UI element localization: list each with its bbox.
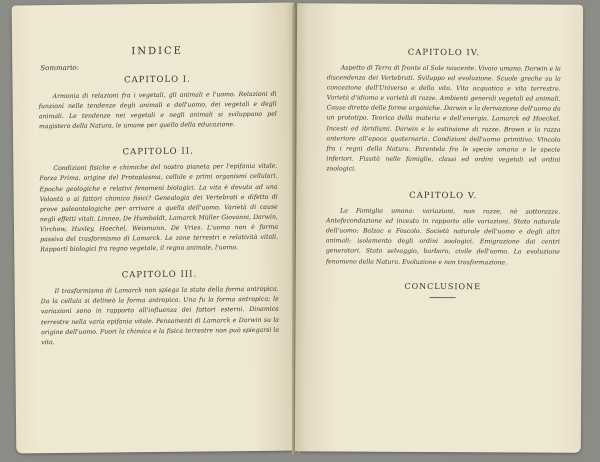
chapter-3-summary: Il trasformismo di Lamarck non spiega la stato della forma antropica. Da la cellula si delineò la forma antropica. Una fu la forma antropica; le variazioni sono in rapporto all'influenza dei fattori esterni. Dinamica terrestre nella varia epifania vitale. Pensamenti di Lamarck e Darwin su la origine dell'uomo. Fuori la chimica e la fisica terrestre non può spiegarsi la vita. [40, 285, 280, 346]
chapter-2-summary: Condizioni fisiche e chimiche del nostro pianeta per l'epifania vitale. Forza Prima, origine del Protoplasma, cellule e primi organismi cellulari. Epoche geologiche e relativi fenomeni biologici. La vita è dovuta ad una Volontà o ai fattori chimico fisici? Genealogia dei Vertebrati e difetto di prove paleontologiche per arrivare a quella dell'uomo. Varietà di cause negli effetti vitali. Linneo, De Humboldt, Lamarck Müller Giovanni, Darwin, Virchow, Huxley, Hoechel, Weismann, De Vries. L'uomo non è forma passiva del trasformismo di Lamarck. Le zone terrestri e relatività vitali. Rapporti biologici fra regno vegetale, il regno animale, l'uomo. [39, 163, 279, 254]
right-page-content [326, 43, 561, 298]
chapter-1-summary: Armonia di relazioni fra i vegetali, gli animali e l'uomo. Relazioni di funzioni nelle tendenze degli animali e dell'uomo, dei vegetali e degli animali. Le tendenze nei vegetali e negli animali si sviluppano pel magistero della Natura, le umane per quello della educazione. [38, 90, 277, 131]
chapter-3-heading: CAPITOLO III. [121, 269, 198, 281]
left-page-content [38, 45, 279, 352]
index-title: INDICE [131, 45, 184, 58]
chapter-2-heading: CAPITOLO II. [122, 146, 194, 158]
chapter-4-heading: CAPITOLO IV. [407, 47, 481, 59]
sommario-label: Sommario: [40, 63, 79, 73]
conclusion-rule [430, 297, 456, 298]
chapter-5-heading: CAPITOLO V. [409, 190, 478, 202]
left-page [12, 3, 299, 454]
conclusion-heading: CONCLUSIONE [404, 281, 481, 291]
open-book [8, 4, 590, 456]
chapter-5-summary: La Famiglia umana: variazioni, non razze, nè sottorazze. Antefecondazione ed incesto in rapporto alle variazioni. Stato naturale dell'uomo: Balzac e Foscolo. Società naturale dell'uomo e degli altri animali: isolamento degli ordini zoologici. Emigrazione dai centri generatori. Stato selvaggio, barbaro, civile dell'uomo. La evoluzione fenomeno della Natura. Evoluzione e non trasformazione. [325, 207, 561, 266]
right-page [295, 3, 583, 452]
chapter-4-summary: Aspetto di Terra di fronte al Sole nascente. Vivaio umano. Darwin e la discendenza dei Vertebrati. Sviluppo ed evoluzione. Scuole greche su la concezione dell'Universo e della vita. Vita acquatica e vita terrestre. Varietà d'idioma e varietà di razze. Ambienti generali vegetali ed animali. Cause dirette delle forme organiche. Darwin e la derivazione dell'uomo da un prototipo. Teorica della materia e dell'energia. Lamarck ed Hoeckel. Incesti ed ibridismi. Darwin e la estinsione di razze. Brown e la razza anteriore all'epoca quaternaria. Condizioni dell'uomo primitivo. Vincolo fra i regni della Natura. Parentela fra le specie umana e le specie inferiori. Fissità nelle famiglie, classi ed ordini vegetali ed ordini zoologici. [326, 64, 561, 173]
chapter-1-heading: CAPITOLO I. [124, 74, 191, 86]
